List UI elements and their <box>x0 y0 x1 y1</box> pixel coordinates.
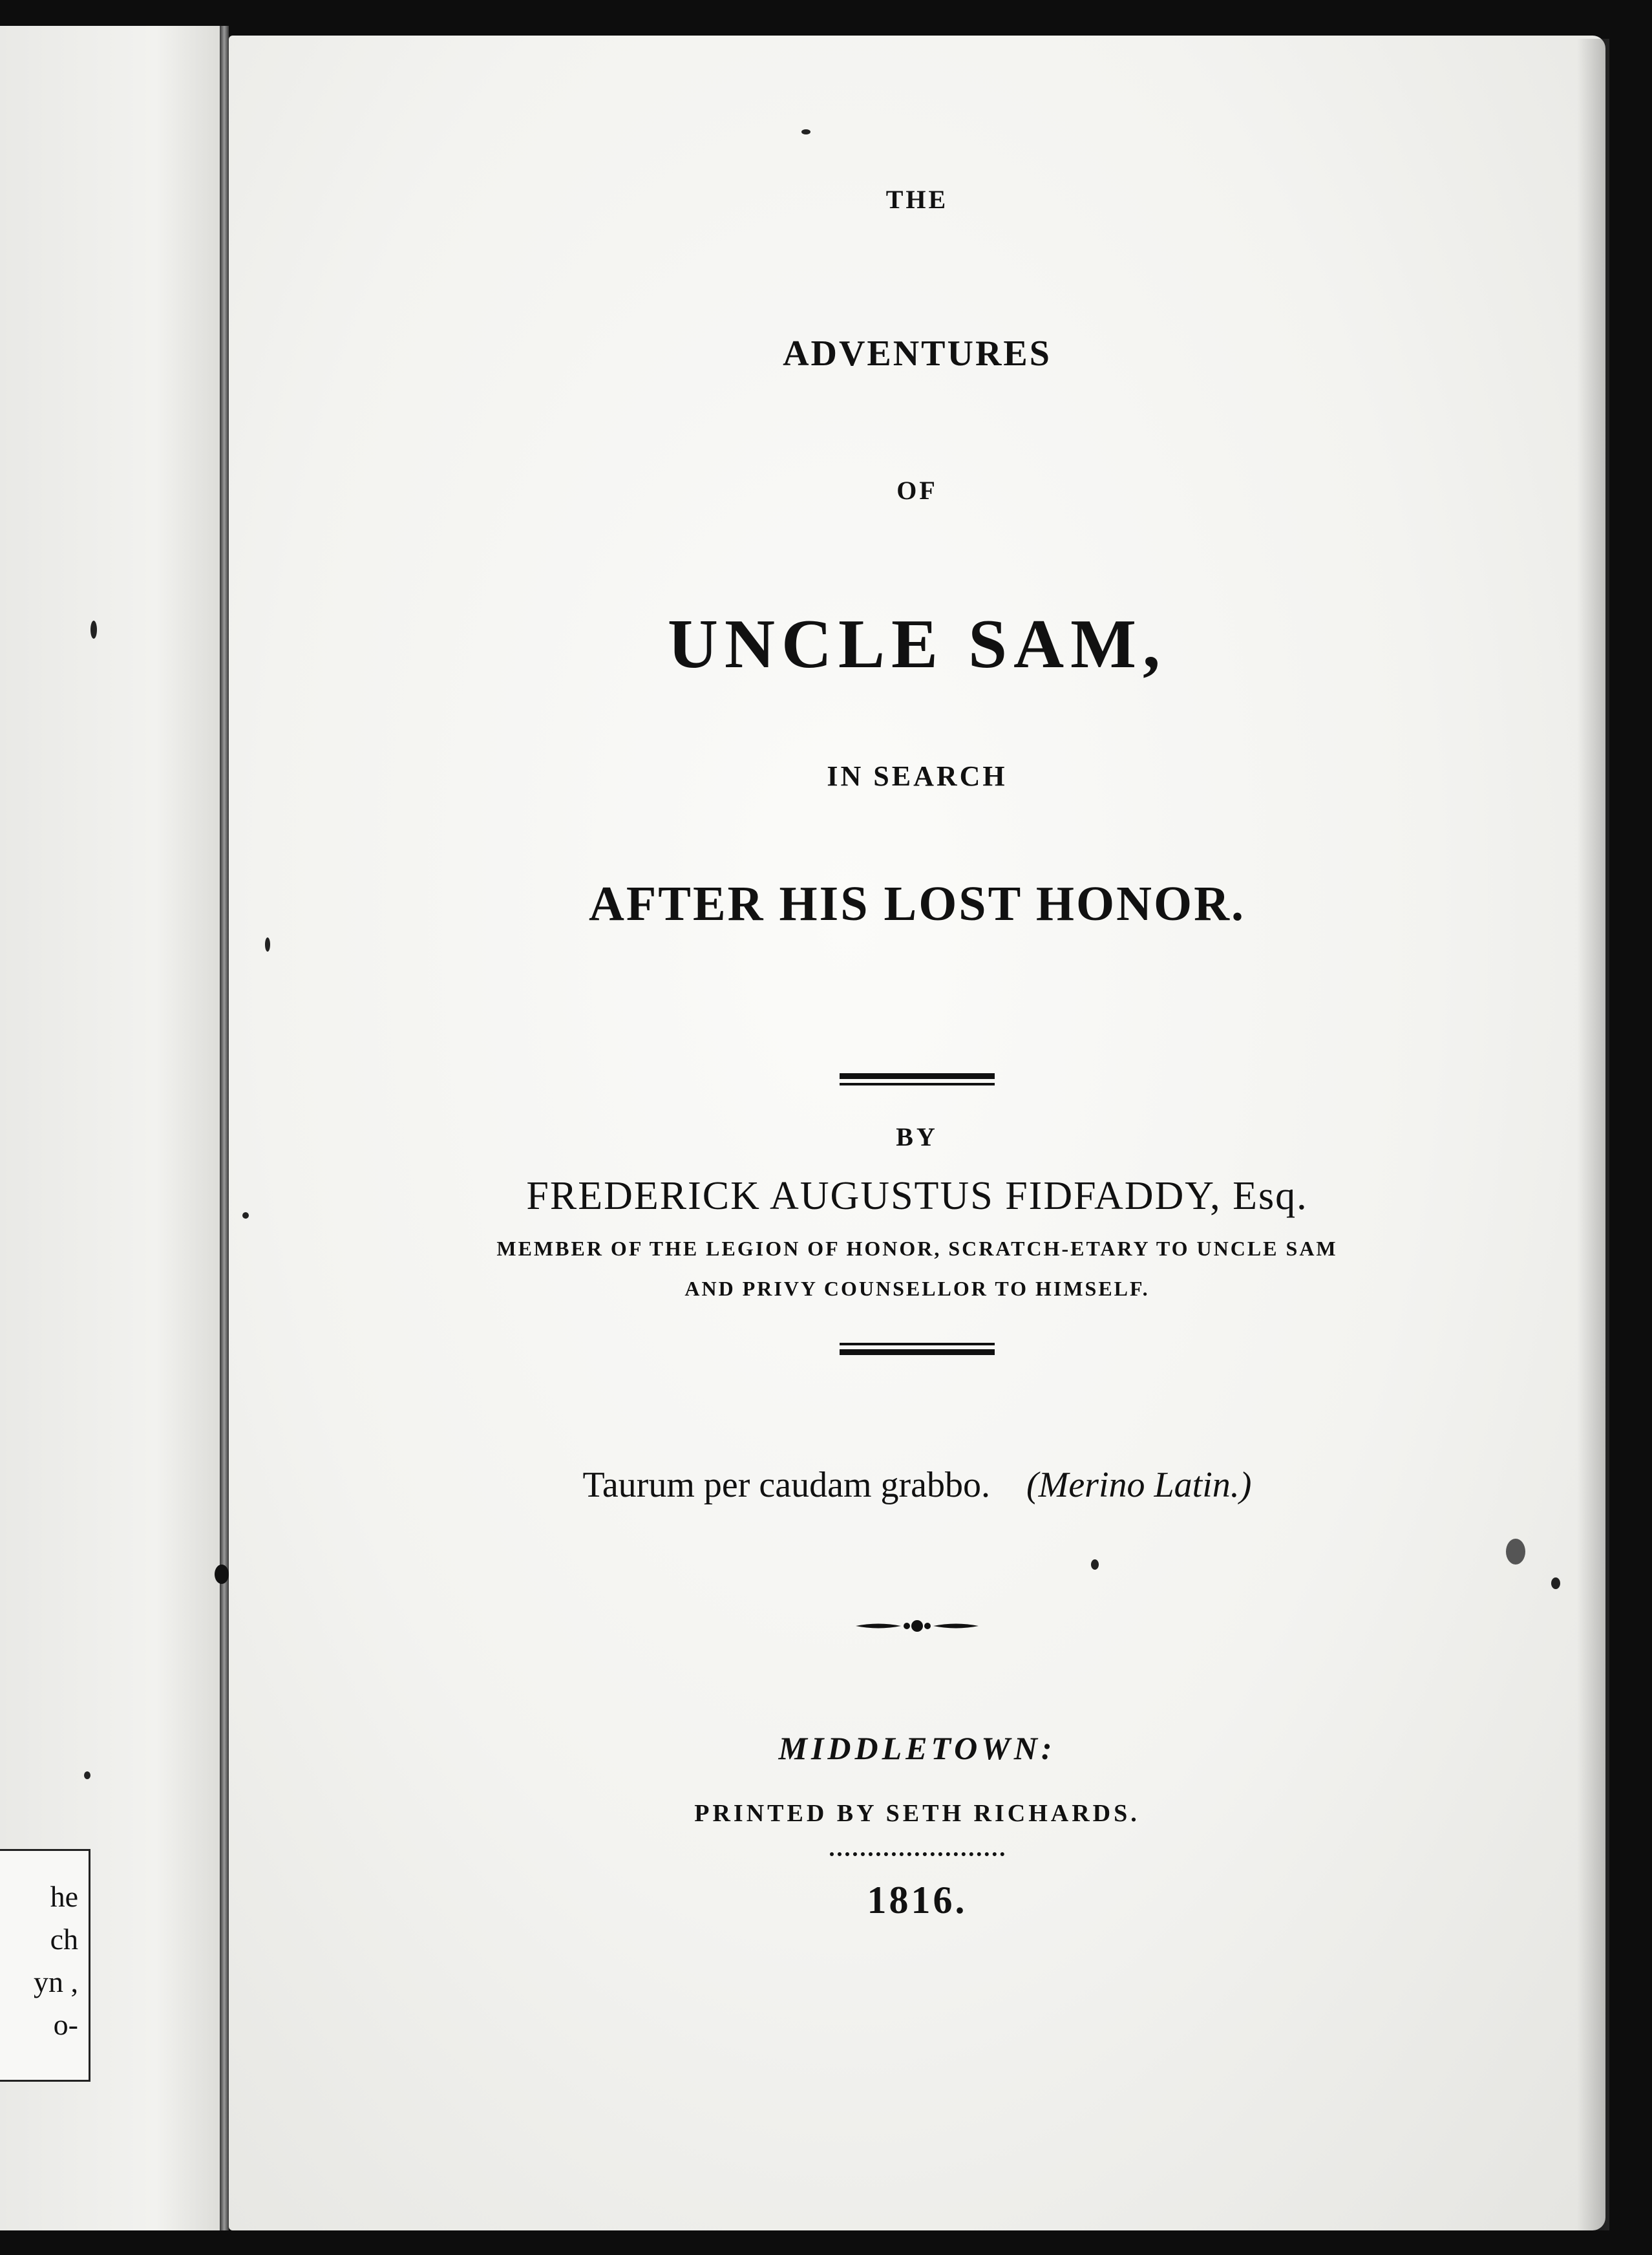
imprint-year: 1816. <box>867 1879 968 1921</box>
motto-text: Taurum per caudam grabbo. <box>582 1465 991 1505</box>
page-edge-shadow <box>1577 39 1609 2230</box>
title-uncle-sam: UNCLE SAM, <box>667 606 1167 683</box>
title-the: THE <box>885 185 949 214</box>
motto-source: (Merino Latin.) <box>1026 1465 1252 1505</box>
library-label <box>0 1849 90 2082</box>
ink-speck <box>1551 1577 1560 1589</box>
binding-hole <box>215 1565 229 1584</box>
label-line: yn , <box>34 1965 78 1998</box>
imprint-printer: PRINTED BY SETH RICHARDS. <box>694 1800 1140 1827</box>
double-rule <box>840 1073 995 1085</box>
author-name: FREDERICK AUGUSTUS FIDFADDY, Esq. <box>526 1174 1308 1218</box>
byline-by: BY <box>896 1122 938 1151</box>
label-line: ch <box>50 1923 78 1956</box>
author-title-line-1: MEMBER OF THE LEGION OF HONOR, SCRATCH-ETARY TO UNCLE SAM <box>496 1237 1338 1260</box>
ink-speck <box>1506 1539 1525 1565</box>
title-page <box>229 36 1605 2230</box>
double-rule <box>840 1343 995 1355</box>
ink-speck <box>801 129 810 134</box>
dotted-rule <box>830 1852 1004 1856</box>
ink-speck <box>84 1771 90 1779</box>
label-line: he <box>50 1880 78 1913</box>
title-adventures: ADVENTURES <box>783 334 1052 374</box>
ink-speck <box>265 937 270 952</box>
binding-gutter <box>220 26 229 2230</box>
title-in-search: IN SEARCH <box>827 760 1008 792</box>
ornament-icon <box>852 1616 982 1636</box>
motto <box>229 1464 1605 1506</box>
ink-speck <box>242 1212 249 1219</box>
imprint-place: MIDDLETOWN: <box>778 1730 1056 1766</box>
ink-speck <box>1091 1559 1099 1570</box>
ink-speck <box>90 621 97 639</box>
title-of: OF <box>896 476 938 505</box>
label-line: o- <box>53 2008 78 2041</box>
author-title-line-2: AND PRIVY COUNSELLOR TO HIMSELF. <box>684 1277 1150 1300</box>
title-after-his-lost-honor: AFTER HIS LOST HONOR. <box>588 877 1246 931</box>
